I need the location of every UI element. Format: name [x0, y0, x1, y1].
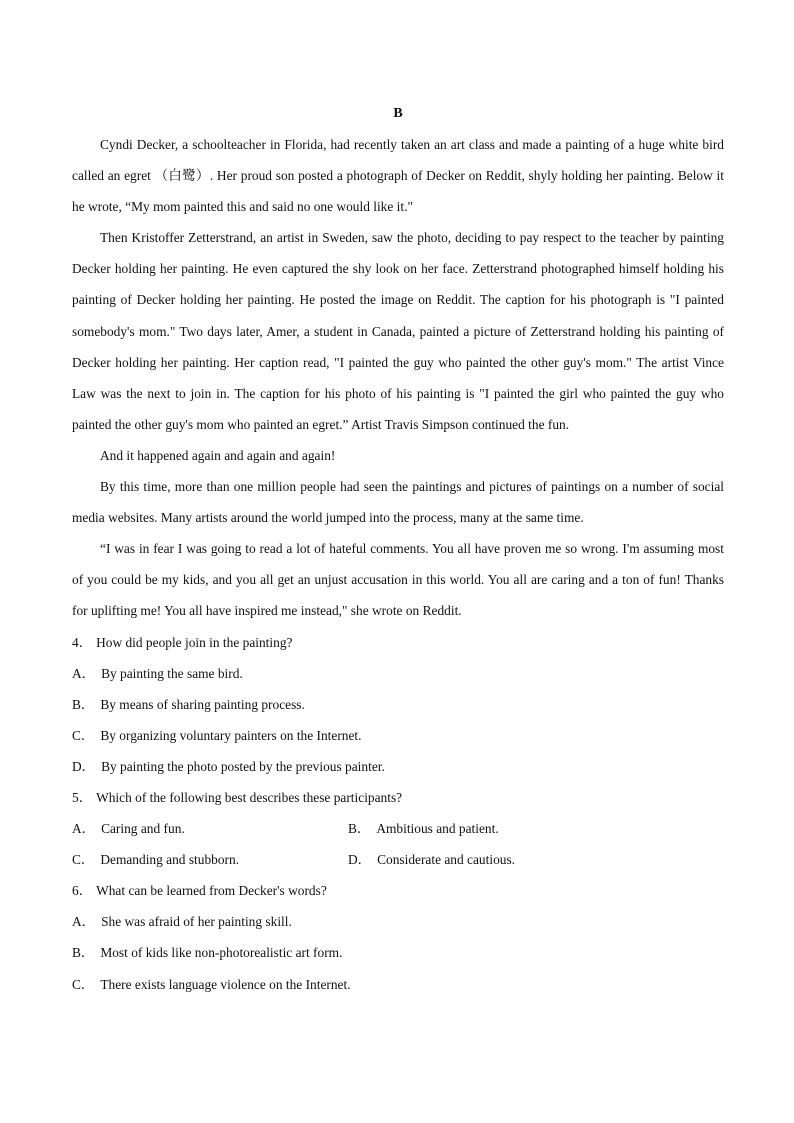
- question-5-option-a: [72, 813, 348, 844]
- question-4: [72, 627, 724, 658]
- question-number: 4．: [72, 634, 93, 650]
- question-4-option-d: [72, 751, 724, 782]
- paragraph-1: Cyndi Decker, a schoolteacher in Florida, had recently taken an art class and made a painting of a huge white bird called an egret （白鹭）. Her proud son posted a photograph of Decker on Reddit, shyly holding her painting. Below it he wrote, “My mom painted this and said no one would like it.": [72, 137, 724, 215]
- question-5-options-row-1: [72, 813, 724, 844]
- question-number: 6．: [72, 883, 93, 899]
- option-text: She was afraid of her painting skill.: [101, 914, 292, 930]
- option-letter: C．: [72, 976, 95, 992]
- question-6: [72, 875, 724, 906]
- option-letter: C．: [72, 852, 95, 868]
- option-letter: D．: [72, 758, 96, 774]
- option-text: Considerate and cautious.: [377, 852, 516, 868]
- question-4-option-a: [72, 658, 724, 689]
- paragraph-2: Then Kristoffer Zetterstrand, an artist in Sweden, saw the photo, deciding to pay respect to the teacher by painting Decker holding her painting. He even captured the shy look on her face. Zetterstrand photographed himself holding his painting of Decker holding her painting. He posted the image on Reddit. The caption for his photograph is "I painted somebody's mom." Two days later, Amer, a student in Canada, painted a picture of Zetterstrand holding his painting of Decker holding her painting. Her caption read, "I painted the guy who painted the other guy's mom." The artist Vince Law was the next to join in. The caption for his photo of his painting is "I painted the girl who painted the guy who painted the other guy's mom who painted an egret.” Artist Travis Simpson continued the fun.: [72, 230, 724, 432]
- question-6-option-b: [72, 937, 724, 968]
- question-text: Which of the following best describes these participants?: [96, 789, 403, 805]
- question-5-option-d: [348, 844, 624, 875]
- question-5-option-b: [348, 813, 624, 844]
- question-6-option-a: [72, 906, 724, 937]
- question-5-options-row-2: [72, 844, 724, 875]
- option-text: There exists language violence on the Internet.: [100, 976, 351, 992]
- section-label: B: [393, 106, 403, 121]
- option-text: Ambitious and patient.: [376, 821, 499, 837]
- option-letter: B．: [348, 821, 371, 837]
- option-text: By means of sharing painting process.: [100, 696, 305, 712]
- option-text: Demanding and stubborn.: [100, 852, 240, 868]
- option-text: By organizing voluntary painters on the Internet.: [100, 727, 362, 743]
- option-letter: A．: [72, 914, 96, 930]
- option-text: By painting the same bird.: [101, 665, 243, 681]
- question-4-option-b: [72, 689, 724, 720]
- question-5: [72, 782, 724, 813]
- question-6-option-c: [72, 969, 724, 1000]
- option-letter: D．: [348, 852, 372, 868]
- question-text: How did people join in the painting?: [96, 634, 293, 650]
- option-text: By painting the photo posted by the previous painter.: [101, 758, 385, 774]
- option-letter: B．: [72, 696, 95, 712]
- question-number: 5．: [72, 789, 93, 805]
- question-text: What can be learned from Decker's words?: [96, 883, 327, 899]
- question-4-option-c: [72, 720, 724, 751]
- paragraph-5: “I was in fear I was going to read a lot of hateful comments. You all have proven me so wrong. I'm assuming most of you could be my kids, and you all get an unjust accusation in this world. You all are caring and a ton of fun! Thanks for uplifting me! You all have inspired me instead," she wrote on Reddit.: [72, 541, 724, 619]
- option-letter: B．: [72, 945, 95, 961]
- option-text: Most of kids like non-photorealistic art form.: [100, 945, 343, 961]
- paragraph-3: And it happened again and again and again!: [100, 447, 336, 463]
- question-5-option-c: [72, 844, 348, 875]
- option-text: Caring and fun.: [101, 821, 185, 837]
- option-letter: A．: [72, 665, 96, 681]
- option-letter: C．: [72, 727, 95, 743]
- option-letter: A．: [72, 821, 96, 837]
- document-page: [72, 98, 724, 1000]
- paragraph-4: By this time, more than one million people had seen the paintings and pictures of paintings on a number of social media websites. Many artists around the world jumped into the process, many at the same time.: [72, 479, 724, 526]
